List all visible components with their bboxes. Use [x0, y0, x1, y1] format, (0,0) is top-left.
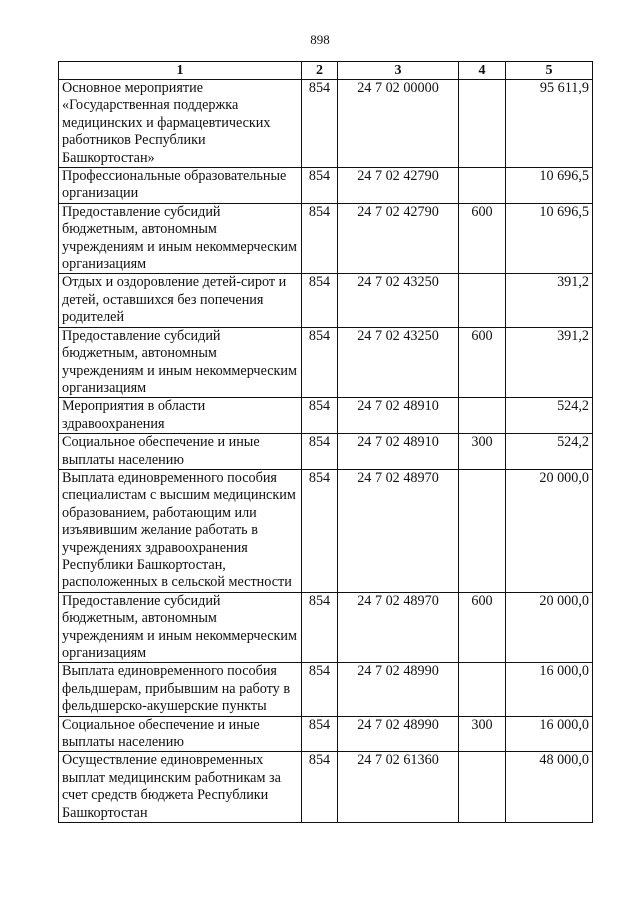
row-code: 854	[302, 592, 338, 663]
row-target-article: 24 7 02 43250	[338, 274, 459, 327]
row-target-article: 24 7 02 42790	[338, 168, 459, 204]
row-expense-type: 300	[459, 434, 506, 470]
row-name: Социальное обеспечение и иные выплаты населению	[59, 716, 302, 752]
row-amount: 524,2	[506, 434, 593, 470]
row-amount: 20 000,0	[506, 592, 593, 663]
row-amount: 391,2	[506, 274, 593, 327]
row-expense-type: 600	[459, 592, 506, 663]
row-target-article: 24 7 02 48990	[338, 716, 459, 752]
header-col-4: 4	[459, 62, 506, 80]
row-code: 854	[302, 80, 338, 168]
row-target-article: 24 7 02 61360	[338, 752, 459, 823]
row-target-article: 24 7 02 48910	[338, 434, 459, 470]
row-target-article: 24 7 02 48970	[338, 469, 459, 592]
row-code: 854	[302, 752, 338, 823]
table-body	[59, 80, 593, 823]
row-code: 854	[302, 469, 338, 592]
row-amount: 391,2	[506, 327, 593, 398]
row-expense-type: 300	[459, 716, 506, 752]
table-row	[59, 469, 593, 592]
row-name: Отдых и оздоровление детей-сирот и детей, оставшихся без попечения родителей	[59, 274, 302, 327]
table-row	[59, 716, 593, 752]
row-code: 854	[302, 274, 338, 327]
table-row	[59, 80, 593, 168]
header-col-3: 3	[338, 62, 459, 80]
table-row	[59, 274, 593, 327]
row-target-article: 24 7 02 43250	[338, 327, 459, 398]
table-row	[59, 663, 593, 716]
row-expense-type	[459, 274, 506, 327]
row-code: 854	[302, 327, 338, 398]
header-col-1: 1	[59, 62, 302, 80]
row-target-article: 24 7 02 00000	[338, 80, 459, 168]
row-amount: 95 611,9	[506, 80, 593, 168]
row-name: Основное мероприятие «Государственная поддержка медицинских и фармацевтических работников Республики Башкортостан»	[59, 80, 302, 168]
row-name: Социальное обеспечение и иные выплаты населению	[59, 434, 302, 470]
row-code: 854	[302, 716, 338, 752]
table-row	[59, 398, 593, 434]
table-row	[59, 592, 593, 663]
row-name: Выплата единовременного пособия специалистам с высшим медицинским образованием, работающим или изъявившим желание работать в учреждениях здравоохранения Республики Башкортостан, расположенных в сельской местности	[59, 469, 302, 592]
row-name: Предоставление субсидий бюджетным, автономным учреждениям и иным некоммерческим организациям	[59, 592, 302, 663]
row-amount: 48 000,0	[506, 752, 593, 823]
row-amount: 16 000,0	[506, 663, 593, 716]
row-name: Выплата единовременного пособия фельдшерам, прибывшим на работу в фельдшерско-акушерские пункты	[59, 663, 302, 716]
row-target-article: 24 7 02 42790	[338, 203, 459, 274]
row-expense-type	[459, 398, 506, 434]
header-col-5: 5	[506, 62, 593, 80]
table-row	[59, 168, 593, 204]
row-code: 854	[302, 434, 338, 470]
row-amount: 10 696,5	[506, 168, 593, 204]
table-row	[59, 203, 593, 274]
row-expense-type	[459, 80, 506, 168]
budget-table	[58, 61, 593, 823]
row-expense-type	[459, 168, 506, 204]
row-expense-type	[459, 469, 506, 592]
row-name: Предоставление субсидий бюджетным, автономным учреждениям и иным некоммерческим организациям	[59, 203, 302, 274]
row-expense-type: 600	[459, 203, 506, 274]
header-row	[59, 62, 593, 80]
row-code: 854	[302, 168, 338, 204]
row-code: 854	[302, 203, 338, 274]
row-name: Профессиональные образовательные организации	[59, 168, 302, 204]
row-amount: 524,2	[506, 398, 593, 434]
row-amount: 16 000,0	[506, 716, 593, 752]
row-expense-type	[459, 752, 506, 823]
row-amount: 20 000,0	[506, 469, 593, 592]
row-target-article: 24 7 02 48990	[338, 663, 459, 716]
row-amount: 10 696,5	[506, 203, 593, 274]
row-code: 854	[302, 398, 338, 434]
table-row	[59, 327, 593, 398]
table-row	[59, 752, 593, 823]
page-number: 898	[310, 32, 330, 47]
row-expense-type	[459, 663, 506, 716]
row-code: 854	[302, 663, 338, 716]
row-expense-type: 600	[459, 327, 506, 398]
table-row	[59, 434, 593, 470]
header-col-2: 2	[302, 62, 338, 80]
row-name: Мероприятия в области здравоохранения	[59, 398, 302, 434]
row-name: Осуществление единовременных выплат медицинским работникам за счет средств бюджета Республики Башкортостан	[59, 752, 302, 823]
row-target-article: 24 7 02 48910	[338, 398, 459, 434]
table-header	[59, 62, 593, 80]
row-name: Предоставление субсидий бюджетным, автономным учреждениям и иным некоммерческим организациям	[59, 327, 302, 398]
row-target-article: 24 7 02 48970	[338, 592, 459, 663]
